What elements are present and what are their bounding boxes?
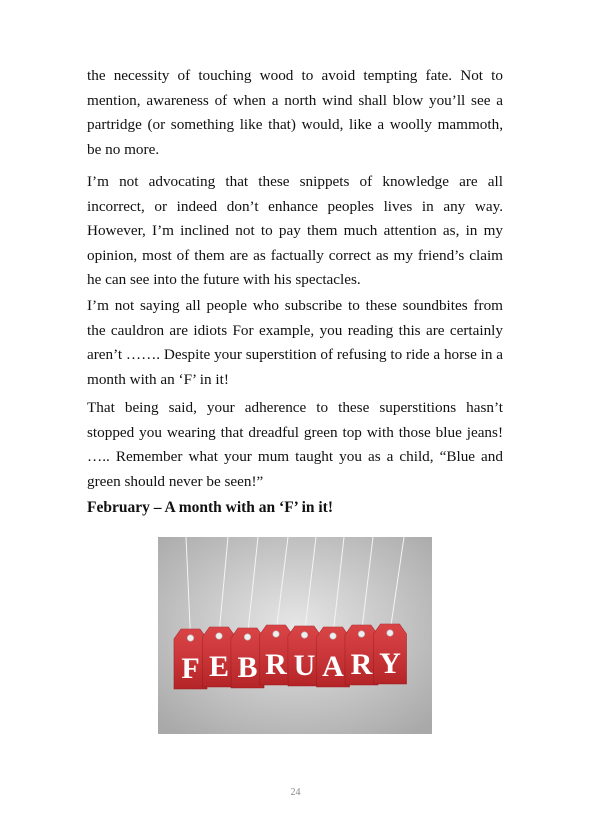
tag-eyelet [387, 630, 393, 636]
tag-letter: F [181, 652, 200, 685]
tag-eyelet [273, 631, 279, 637]
tag-letter: E [208, 650, 230, 683]
tag-letter: B [237, 651, 258, 684]
tag-eyelet [187, 635, 193, 641]
tag-eyelet [216, 633, 222, 639]
page-number: 24 [290, 787, 301, 798]
paragraph: I’m not advocating that these snippets of knowledge are all incorrect, or indeed don’t enhance peoples lives in any way. However, I’m inclined not to pay them much attention as, in my opinion, most of them are as factually correct as my friend’s claim he can see into the future with his spectacles. [87, 173, 503, 288]
tag-letter: R [350, 648, 373, 681]
paragraph: the necessity of touching wood to avoid tempting fate. Not to mention, awareness of when a north wind shall blow you’ll see a partridge (or something like that) would, like a woolly mammoth, be no more. [87, 67, 503, 158]
paragraph: That being said, your adherence to these superstitions hasn’t stopped you wearing that dreadful green top with those blue jeans! ….. Remember what your mum taught you as a child, “Blue and green should never be seen!” [87, 399, 503, 490]
tag-eyelet [244, 634, 250, 640]
tag-eyelet [301, 632, 307, 638]
tag-letter: R [265, 648, 287, 681]
tag-eyelet [358, 631, 364, 637]
tag-eyelet [330, 633, 336, 639]
paragraph: I’m not saying all people who subscribe to these soundbites from the cauldron are idiots For example, you reading this are certainly aren’t ……. Despite your superstition of refusing to ride a horse in a month with an ‘F’ in it! [87, 297, 504, 388]
tag-letter: A [322, 650, 344, 683]
february-tags-image [158, 537, 432, 734]
tag-letter: U [293, 649, 316, 682]
section-heading: February – A month with an ‘F’ in it! [87, 499, 333, 516]
tag-letter: Y [379, 647, 401, 680]
